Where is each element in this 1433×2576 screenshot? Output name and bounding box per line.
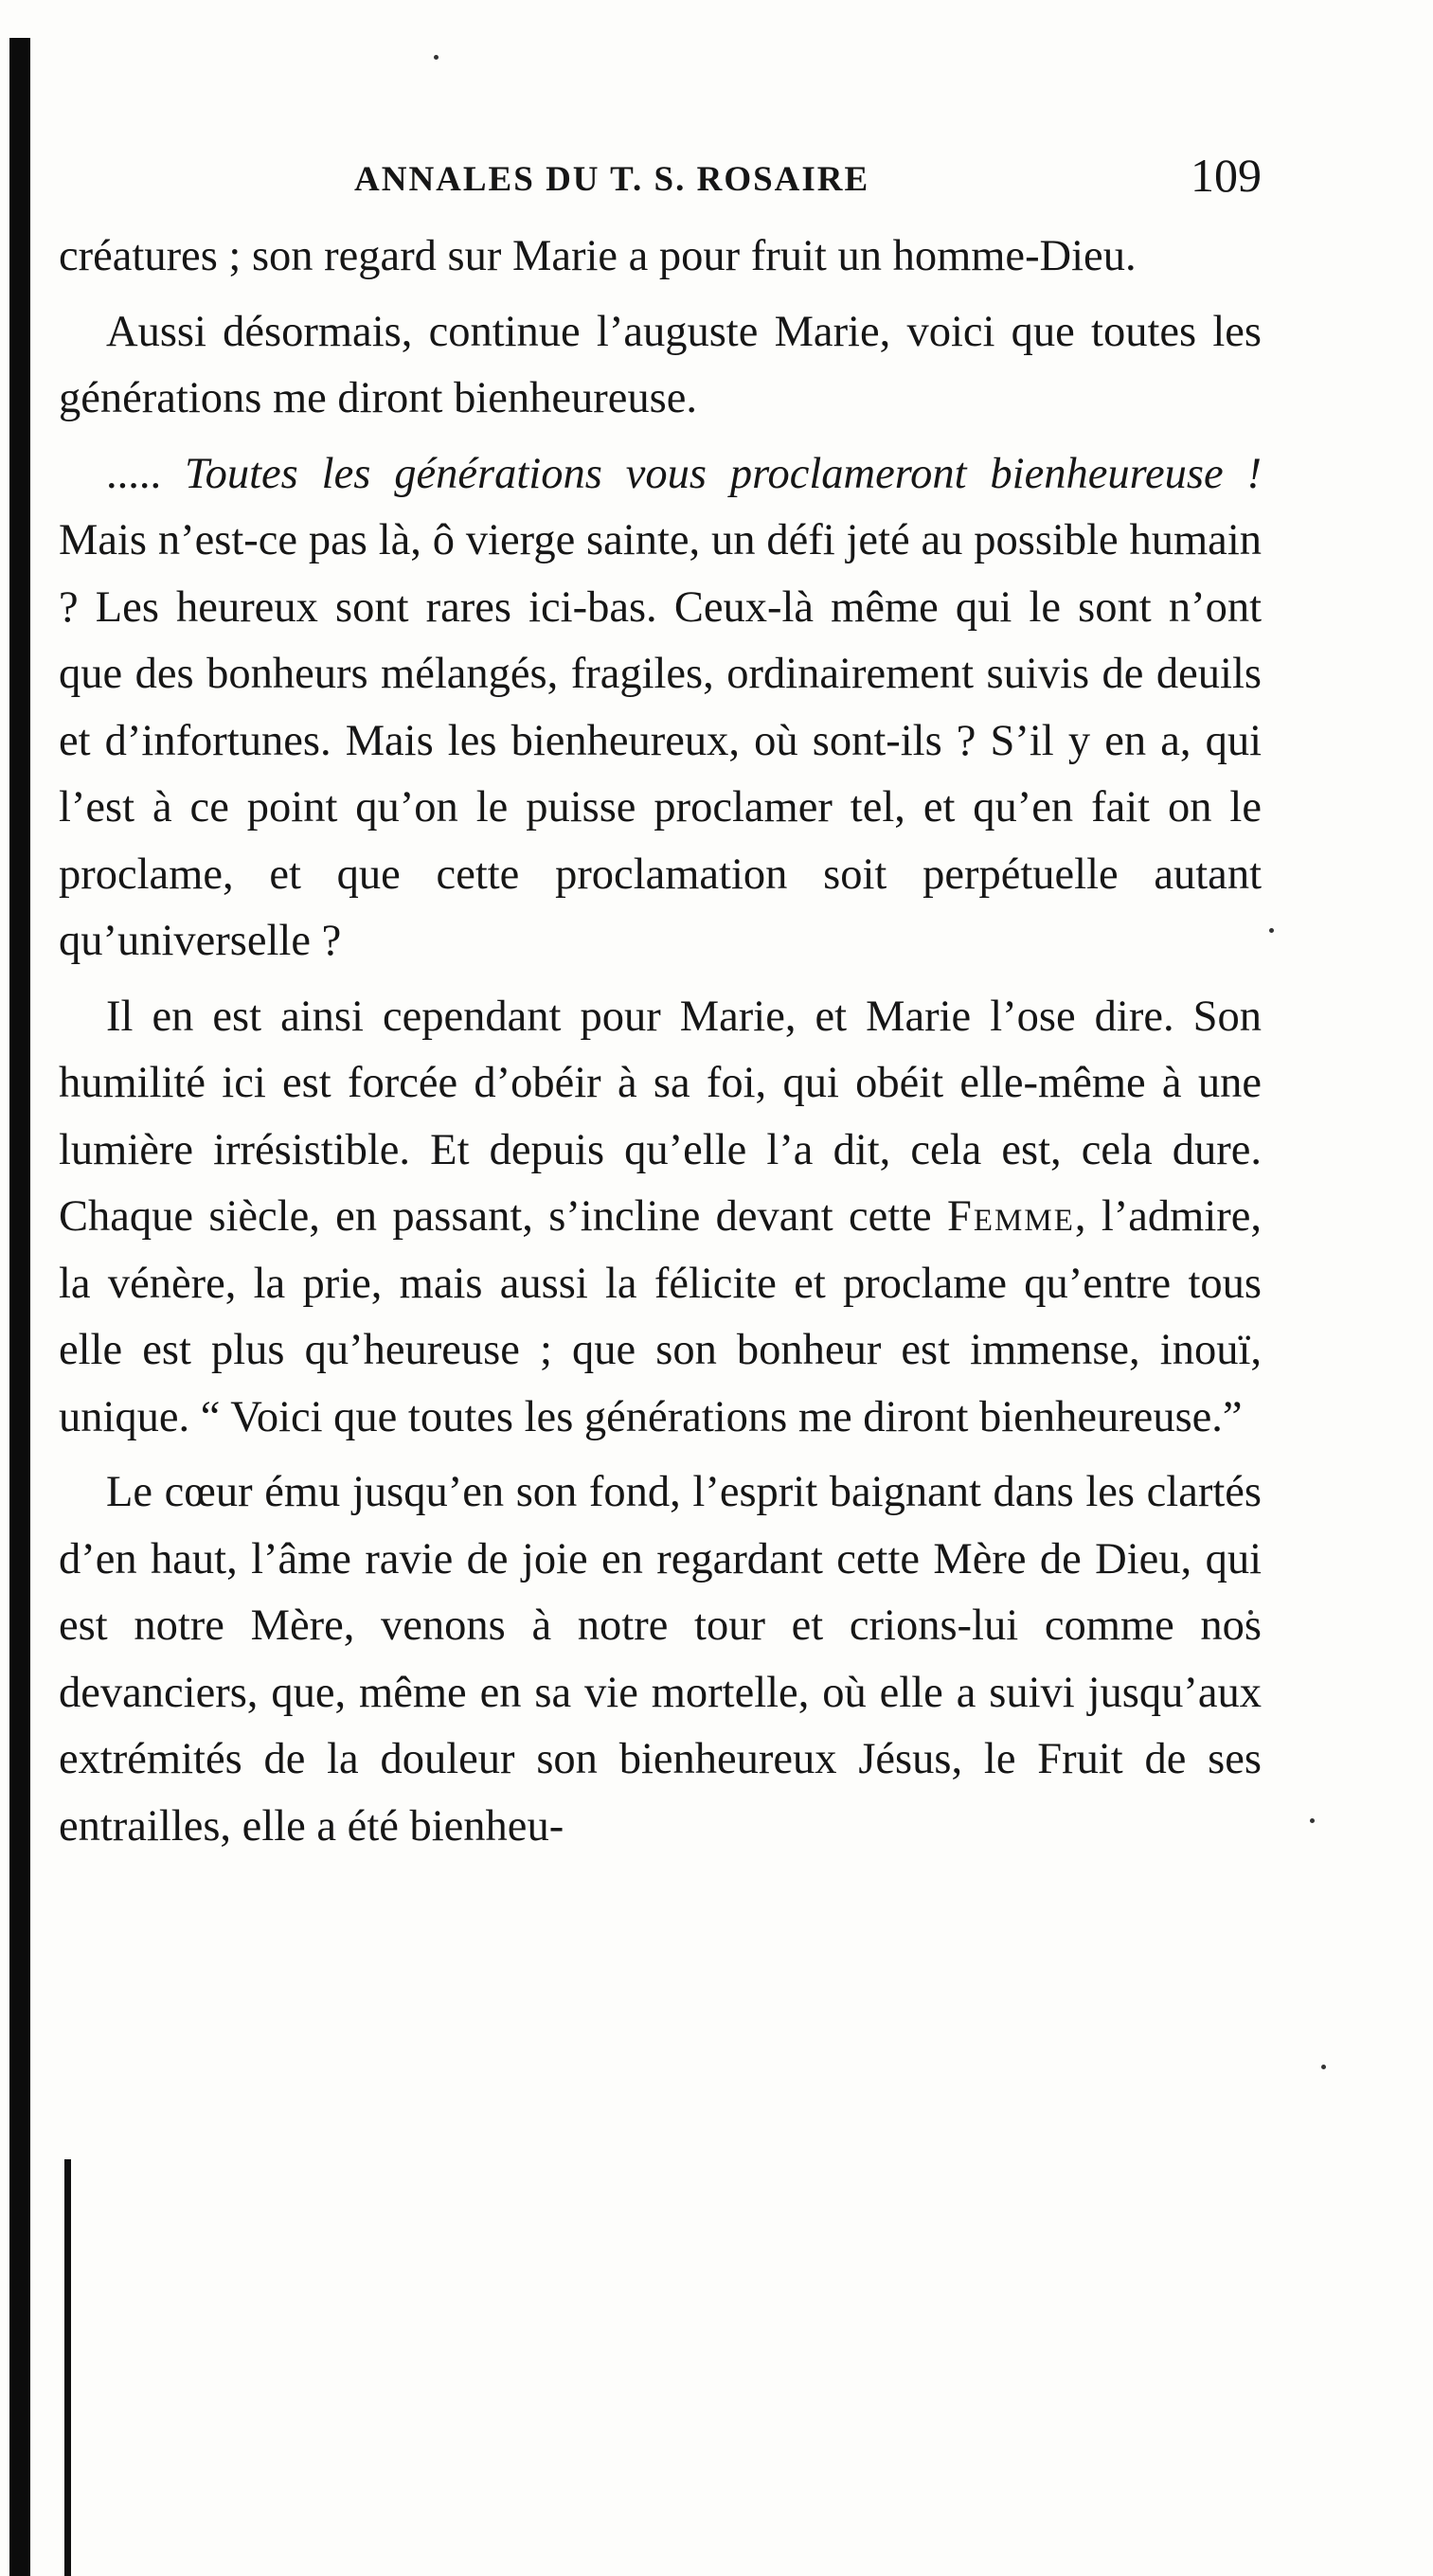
paragraph	[59, 441, 1262, 975]
paragraph-text: Il en est ainsi cependant pour Marie, et Marie l’ose dire. Son humilité ici est forcée d’obéir à sa foi, qui obéit elle-même à une lumière irrésistible. Et depuis qu’elle l’a dit, cela est, cela dure. Chaque siècle, en passant, s’incline devant cette	[59, 992, 1262, 1241]
page-number: 109	[1191, 149, 1262, 202]
binding-edge	[9, 38, 30, 2576]
print-speck	[1321, 2065, 1326, 2069]
print-speck	[1269, 928, 1274, 933]
paragraph-text: , l’admire, la vénère, la prie, mais aussi la félicite et proclame qu’entre tous elle est plus qu’heureuse ; que son bonheur est immense, inouï, unique. “ Voici que toutes les générations me diront bienheureuse.”	[59, 1192, 1262, 1441]
binding-edge-lower	[64, 2159, 71, 2576]
body-text	[59, 224, 1262, 1860]
paragraph: créatures ; son regard sur Marie a pour fruit un homme-Dieu.	[59, 232, 1137, 280]
book-page	[59, 142, 1262, 1869]
page-header	[59, 142, 1262, 218]
running-head: ANNALES DU T. S. ROSAIRE	[354, 160, 870, 199]
print-speck	[1310, 1818, 1315, 1823]
ellipsis: .....	[106, 449, 186, 498]
paragraph: Aussi désormais, continue l’auguste Marie, voici que toutes les générations me diront bienheureuse.	[59, 307, 1262, 422]
small-caps-word: Femme	[947, 1192, 1075, 1241]
paragraph-text: Mais n’est-ce pas là, ô vierge sainte, un défi jeté au possible humain ? Les heureux sont rares ici-bas. Ceux-là même qui le sont n’ont que des bonheurs mélangés, fragiles, ordinairement suivis de deuils et d’infortunes. Mais les bienheureux, où sont-ils ? S’il y en a, qui l’est à ce point qu’on le puisse proclamer tel, et qu’en fait on le proclame, et que cette proclamation soit perpétuelle autant qu’universelle ?	[59, 516, 1262, 965]
print-speck	[434, 55, 439, 60]
quoted-phrase: Toutes les générations vous proclameront bienheureuse !	[185, 449, 1262, 498]
paragraph	[59, 984, 1262, 1452]
paragraph: Le cœur ému jusqu’en son fond, l’esprit baignant dans les clartés d’en haut, l’âme ravie de joie en regardant cette Mère de Dieu, qui est notre Mère, venons à notre tour et crions-lui comme nos devanciers, que, même en sa vie mortelle, où elle a suivi jusqu’aux extrémités de la douleur son bienheureux Jésus, le Fruit de ses entrailles, elle a été bienheu-	[59, 1468, 1262, 1851]
